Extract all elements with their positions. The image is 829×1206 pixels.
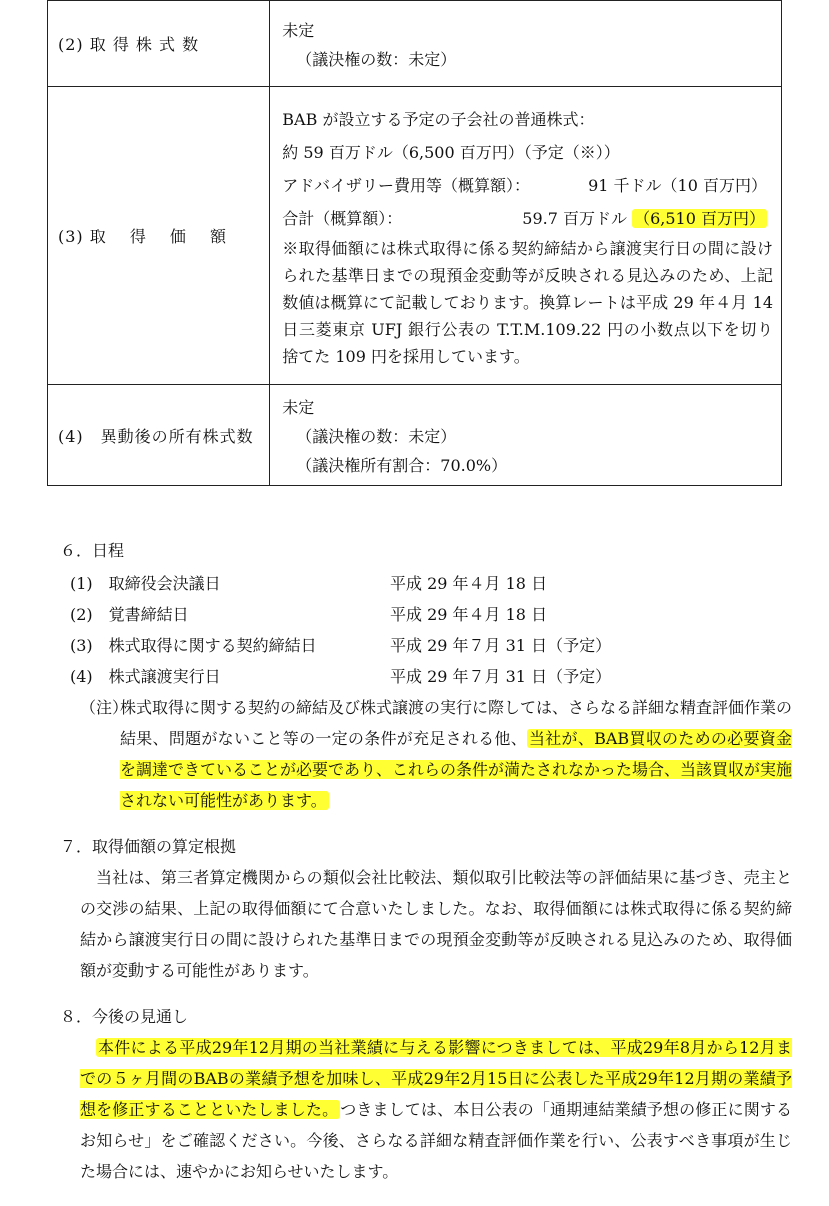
row-label: (3) 取 得 価 額 [48,87,270,385]
schedule-label: (1) 取締役会決議日 [70,574,221,593]
list-item [70,568,790,599]
section-8-title: ８．今後の見通し [60,1007,189,1026]
schedule-date: 平成 29 年４月 18 日 [390,574,548,593]
acquisition-table [47,0,782,486]
value-line: 約 59 百万ドル（6,500 百万円）（予定（※）） [282,143,620,162]
schedule-note [80,692,792,816]
fee-line [282,169,773,202]
schedule-list [70,568,790,692]
schedule-label: (2) 覚書締結日 [70,605,189,624]
list-item [70,661,790,692]
row-value [270,385,782,486]
row-value [270,1,782,87]
schedule-label: (4) 株式譲渡実行日 [70,667,221,686]
fee-value: 91 千ドル（10 百万円） [588,176,767,195]
note-highlight: 当社が、BAB買収のための必要資金を調達できていることが必要であり、これらの条件が満たされなかった場合、当該買収が実施されない可能性があります。 [120,729,793,810]
note-prefix: （注） [80,698,129,717]
value-line: 未定 [282,397,315,417]
schedule-date: 平成 29 年７月 31 日（予定） [390,667,612,686]
table-row [48,1,782,87]
table-row [48,385,782,486]
total-line [282,202,773,235]
schedule-title: ６．日程 [60,541,125,560]
total-value: 59.7 百万ドル [522,209,627,228]
section-7-body: 当社は、第三者算定機関からの類似会社比較法、類似取引比較法等の評価結果に基づき、売主との交渉の結果、上記の取得価額にて合意いたしました。なお、取得価額には株式取得に係る契約締結から譲渡実行日の間に設けられた基準日までの現預金変動等が反映される見込みのため、取得価額が変動する可能性があります。 [80,868,792,980]
row-label: (2) 取 得 株 式 数 [48,1,270,87]
row-label: (4) 異動後の所有株式数 [48,385,270,486]
note-text: 株式取得に関する契約の締結及び株式譲渡の実行に際しては、さらなる詳細な精査評価作業の結果、問題がないこと等の一定の条件が充足される他、 [120,698,793,748]
list-item [70,630,790,661]
fee-label: アドバイザリー費用等（概算額）： [282,176,530,195]
schedule-date: 平成 29 年４月 18 日 [390,605,548,624]
section-8-highlight: 本件による平成29年12月期の当社業績に与える影響につきましては、平成29年8月から12月までの５ヶ月間のBABの業績予想を加味し、平成29年2月15日に公表した平成29年12月期の業績予想を修正することといたしました。 [80,1038,792,1119]
value-line: （議決権の数：未定） [296,49,457,69]
value-line: （議決権の数：未定） [296,426,457,446]
list-item [70,599,790,630]
value-line: BAB が設立する予定の子会社の普通株式： [282,110,595,129]
total-label: 合計（概算額）： [282,209,403,228]
price-note: ※取得価額には株式取得に係る契約締結から譲渡実行日の間に設けられた基準日までの現預金変動等が反映される見込みのため、上記数値は概算にて記載しております。換算レートは平成 29 年４月 14 日三菱東京 UFJ 銀行公表の T.T.M.109.22 円の小数点以下を切り捨てた 109 円を採用しています。 [282,239,773,366]
table-row [48,87,782,385]
value-line: （議決権所有割合：70.0%） [296,455,508,475]
schedule-label: (3) 株式取得に関する契約締結日 [70,636,317,655]
section-7-title: ７．取得価額の算定根拠 [60,837,237,856]
row-value [270,87,782,385]
total-yen-highlight: （6,510 百万円） [634,209,765,228]
section-8-body [80,1032,792,1187]
schedule-date: 平成 29 年７月 31 日（予定） [390,636,612,655]
value-line: 未定 [282,20,315,40]
section-8-text: つきましては、本日公表の「通期連結業績予想の修正に関するお知らせ」をご確認ください。今後、さらなる詳細な精査評価作業を行い、公表すべき事項が生じた場合には、速やかにお知らせいたします。 [80,1100,792,1181]
